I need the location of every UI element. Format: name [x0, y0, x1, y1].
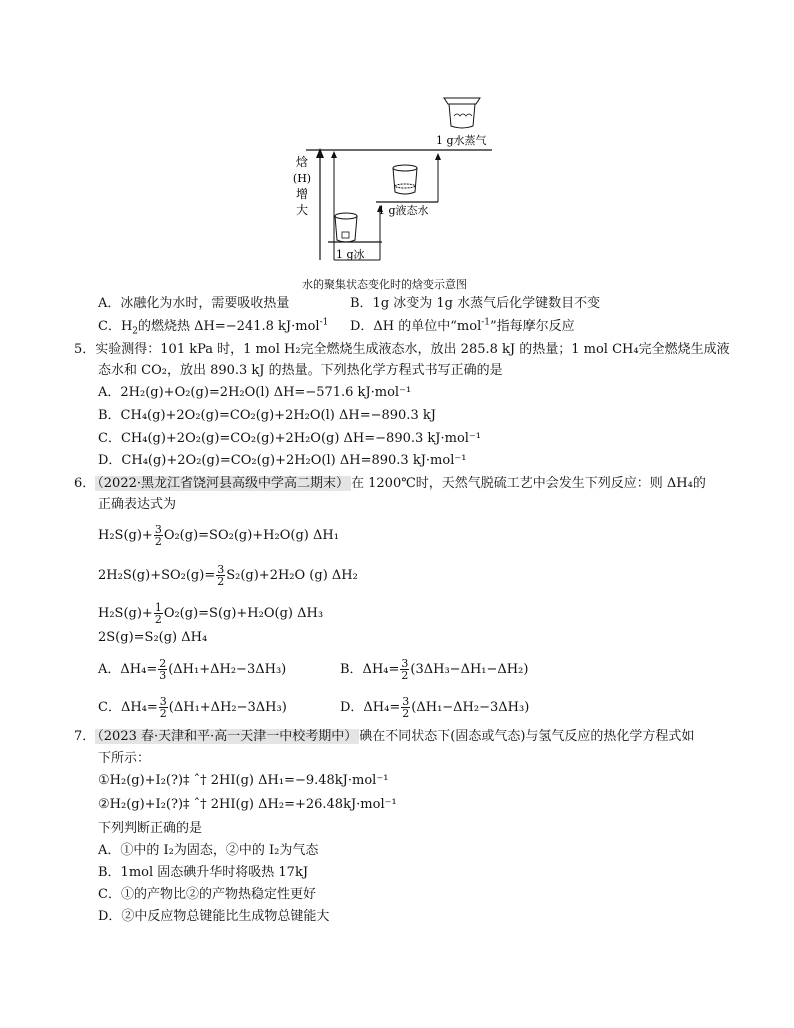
- q5-option-a: A．2H₂(g)+O₂(g)=2H₂O(l) ΔH=−571.6 kJ·mol⁻¹: [98, 385, 412, 400]
- enthalpy-diagram: [292, 90, 502, 270]
- q7-option-a: A．①中的 I₂为固态，②中的 I₂为气态: [98, 843, 319, 858]
- beaker-liquid-icon: [393, 165, 417, 194]
- q4-option-a: A．冰融化为水时，需要吸收热量: [98, 296, 290, 311]
- q7-equation-2: ②H₂(g)+I₂(?)‡ ˆ† 2HI(g) ΔH₂=+26.48kJ·mol⁻¹: [98, 797, 397, 812]
- q7-question: 下列判断正确的是: [98, 821, 203, 836]
- q5-stem-line2: 态水和 CO₂，放出 890.3 kJ 的热量。下列热化学方程式书写正确的是: [98, 363, 503, 378]
- q4-option-b: B．1g 冰变为 1g 水蒸气后化学键数目不变: [350, 296, 601, 311]
- q6-equation-3: H₂S(g)+ $\frac{1}{2}$ O₂(g)=S(g)+H₂O(g) ΔH₃: [98, 601, 324, 626]
- q7-source-tag: （2023 春·天津和平·高一天津一中校考期中）: [97, 729, 358, 744]
- label-liquid: 1 g液态水: [378, 204, 429, 217]
- axis-label-2: (H): [292, 172, 312, 185]
- axis-label-3: 增: [295, 187, 309, 201]
- q5-option-d: D．CH₄(g)+2O₂(g)=CO₂(g)+2H₂O(l) ΔH=890.3 kJ·mol⁻¹: [98, 453, 467, 468]
- q6-equation-1: H₂S(g)+ $\frac{3}{2}$ O₂(g)=SO₂(g)+H₂O(g) ΔH₁: [98, 523, 339, 548]
- q6-equation-4: 2S(g)=S₂(g) ΔH₄: [98, 630, 208, 645]
- q6-equation-2: 2H₂S(g)+SO₂(g)= $\frac{3}{2}$ S₂(g)+2H₂O (g) ΔH₂: [98, 563, 358, 588]
- q6-option-d: D．ΔH₄= $\frac{3}{2}$ (ΔH₁−ΔH₂−3ΔH₃): [340, 695, 530, 720]
- q5-option-c: C．CH₄(g)+2O₂(g)=CO₂(g)+2H₂O(g) ΔH=−890.3 kJ·mol⁻¹: [98, 431, 482, 446]
- q7-stem-line2: 下所示：: [98, 751, 151, 766]
- q6-option-c: C．ΔH₄= $\frac{3}{2}$ (ΔH₁+ΔH₂−3ΔH₃): [98, 695, 287, 720]
- q7-option-d: D．②中反应物总键能比生成物总键能大: [98, 909, 330, 924]
- label-ice: 1 g冰: [336, 248, 365, 261]
- q7-equation-1: ①H₂(g)+I₂(?)‡ ˆ† 2HI(g) ΔH₁=−9.48kJ·mol⁻¹: [98, 773, 389, 788]
- q5-stem-line1: 5．实验测得：101 kPa 时，1 mol H₂完全燃烧生成液态水，放出 285.8 kJ 的热量；1 mol CH₄完全燃烧生成液: [74, 342, 730, 357]
- axis-label-1: 焓: [295, 155, 309, 169]
- q7-option-c: C．①的产物比②的产物热稳定性更好: [98, 887, 316, 902]
- beaker-ice-icon: [335, 213, 357, 242]
- q6-stem-line1: 6． （2022·黑龙江省饶河县高级中学高二期末） 在 1200℃时，天然气脱硫工艺中会发生下列反应：则 ΔH₄的: [74, 476, 706, 491]
- label-vapor: 1 g水蒸气: [436, 134, 487, 147]
- q7-option-b: B．1mol 固态碘升华时将吸热 17kJ: [98, 865, 309, 880]
- q5-option-b: B．CH₄(g)+2O₂(g)=CO₂(g)+2H₂O(l) ΔH=−890.3 kJ: [98, 408, 436, 423]
- q7-stem-line1: 7． （2023 春·天津和平·高一天津一中校考期中） 碘在不同状态下(固态或气态)与氢气反应的热化学方程式如: [74, 729, 695, 744]
- q6-stem-line2: 正确表达式为: [98, 497, 177, 512]
- q6-source-tag: （2022·黑龙江省饶河县高级中学高二期末）: [97, 476, 349, 491]
- q4-option-c: C．$H_2$的燃烧热 ΔH=−241.8 kJ·mol$^{-1}$: [98, 317, 329, 337]
- figure-caption: 水的聚集状态变化时的焓变示意图: [302, 278, 467, 291]
- axis-label-4: 大: [295, 203, 309, 217]
- q6-option-a: A．ΔH₄= $\frac{2}{3}$ (ΔH₁+ΔH₂−3ΔH₃): [98, 657, 287, 682]
- q4-option-d: D．ΔH 的单位中“mol$^{-1}$”指每摩尔反应: [350, 317, 575, 334]
- beaker-vapor-icon: [444, 98, 480, 128]
- q6-option-b: B．ΔH₄= $\frac{3}{2}$ (3ΔH₃−ΔH₁−ΔH₂): [340, 657, 529, 682]
